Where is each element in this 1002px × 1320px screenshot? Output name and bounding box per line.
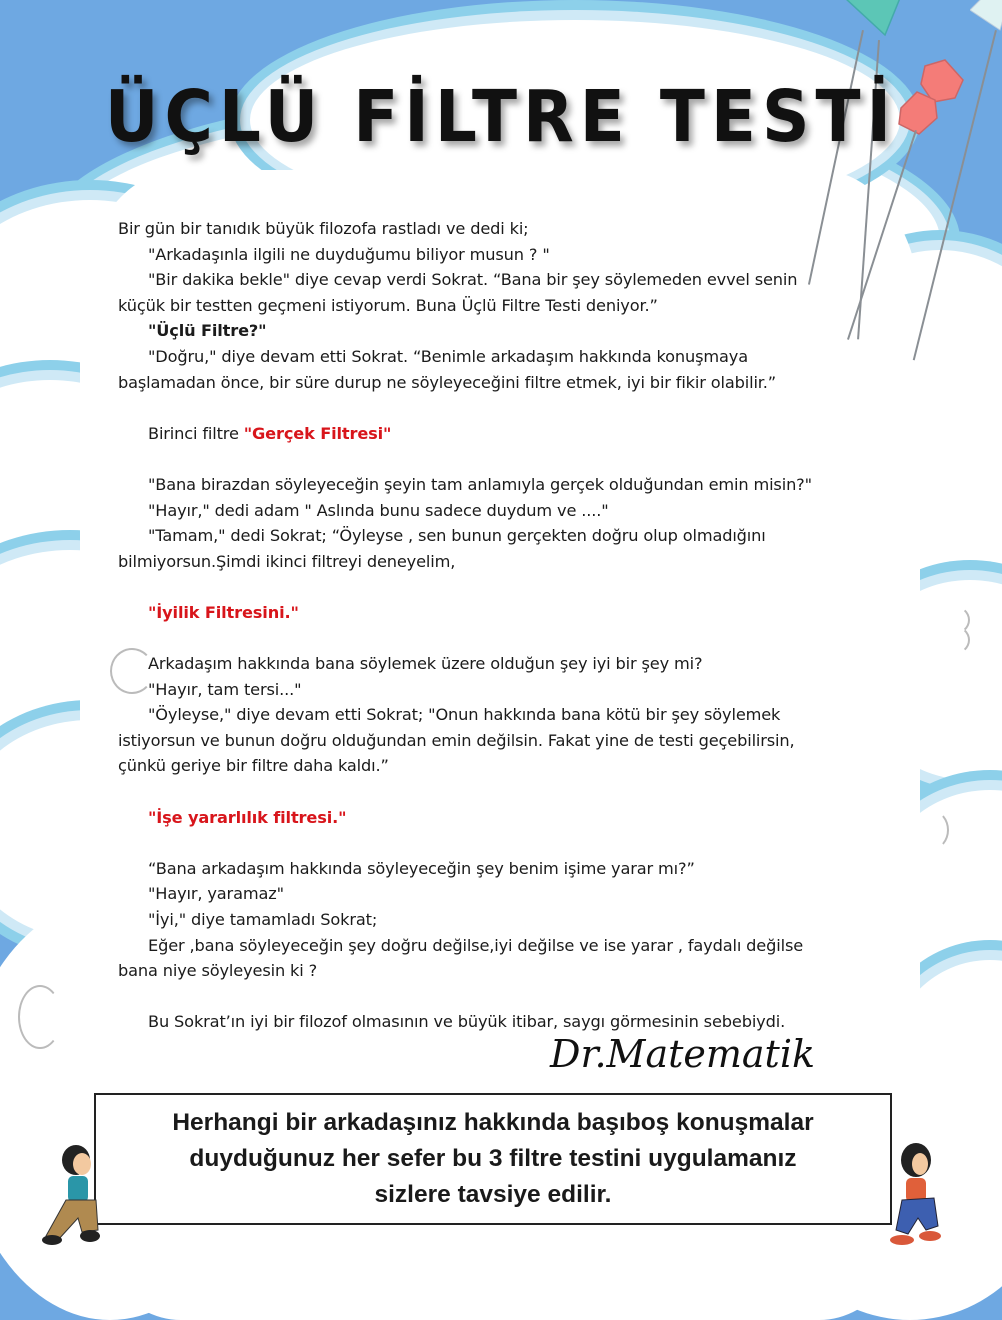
text-line: "Öyleyse," diye devam etti Sokrat; "Onun hakkında bana kötü bir şey söylemek — [148, 705, 781, 725]
girl-character-icon — [888, 1138, 958, 1262]
filter-prefix: Birinci filtre — [148, 423, 244, 443]
author-signature: Dr.Matematik — [550, 1032, 815, 1076]
text-line: bana niye söyleyesin ki ? — [118, 961, 318, 981]
text-line: Bu Sokrat’ın iyi bir filozof olmasının ve büyük itibar, saygı görmesinin sebebiydi. — [148, 1012, 786, 1032]
text-line: çünkü geriye bir filtre daha kaldı.” — [118, 756, 389, 776]
text-line: Bir gün bir tanıdık büyük filozofa rastladı ve dedi ki; — [118, 219, 529, 238]
text-line: "Hayır, tam tersi..." — [148, 679, 302, 699]
boy-character-icon — [38, 1140, 108, 1254]
text-line: "Üçlü Filtre?" — [148, 321, 267, 341]
text-line: küçük bir testten geçmeni istiyorum. Buna Üçlü Filtre Testi deniyor.” — [118, 295, 658, 315]
wind-curl-icon — [18, 985, 62, 1049]
text-line: bilmiyorsun.Şimdi ikinci filtreyi deneyelim, — [118, 551, 456, 571]
filter-name-usefulness: "İşe yararlılık filtresi." — [148, 807, 347, 827]
banner-line: sizlere tavsiye edilir. — [374, 1181, 612, 1208]
wind-curl-icon — [915, 810, 949, 850]
filter-name-truth: "Gerçek Filtresi" — [243, 423, 392, 443]
text-line: Eğer ,bana söyleyeceğin şey doğru değilse,iyi değilse ve ise yarar , faydalı değilse — [148, 935, 804, 955]
white-kite-icon — [970, 0, 1002, 44]
text-line: "Tamam," dedi Sokrat; “Öyleyse , sen bunun gerçekten doğru olup olmadığını — [148, 526, 766, 546]
filter-name-goodness: "İyilik Filtresini." — [148, 602, 299, 622]
text-line: "Bir dakika bekle" diye cevap verdi Sokrat. “Bana bir şey söylemeden evvel senin — [148, 270, 798, 290]
text-line: "Hayır," dedi adam " Aslında bunu sadece duydum ve ...." — [148, 500, 609, 520]
text-line: "İyi," diye tamamladı Sokrat; — [148, 910, 378, 930]
text-line: başlamadan önce, bir süre durup ne söyleyeceğini filtre etmek, iyi bir fikir olabilir.” — [118, 372, 777, 392]
text-line: "Arkadaşınla ilgili ne duyduğumu biliyor musun ? " — [148, 244, 550, 264]
filter-heading-1 — [118, 421, 878, 447]
story-text — [118, 216, 878, 1035]
banner-line: duyduğunuz her sefer bu 3 filtre testini uygulamanız — [189, 1145, 797, 1172]
page-title: ÜÇLÜ FİLTRE TESTİ — [104, 74, 898, 159]
text-line: "Doğru," diye devam etti Sokrat. “Benimle arkadaşım hakkında konuşmaya — [148, 346, 748, 366]
advice-banner — [94, 1093, 892, 1225]
wind-curl-icon — [936, 625, 970, 655]
text-line: istiyorsun ve bunun doğru olduğundan emin değilsin. Fakat yine de testi geçebilirsin, — [118, 730, 795, 750]
text-line: "Hayır, yaramaz" — [148, 884, 284, 904]
text-line: “Bana arkadaşım hakkında söyleyeceğin şey benim işime yarar mı?” — [148, 858, 695, 878]
banner-line: Herhangi bir arkadaşınız hakkında başıboş konuşmalar — [172, 1109, 814, 1136]
text-line: "Bana birazdan söyleyeceğin şeyin tam anlamıyla gerçek olduğundan emin misin?" — [148, 474, 812, 494]
teal-kite-icon — [845, 0, 905, 44]
text-line: Arkadaşım hakkında bana söylemek üzere olduğun şey iyi bir şey mi? — [148, 654, 703, 674]
